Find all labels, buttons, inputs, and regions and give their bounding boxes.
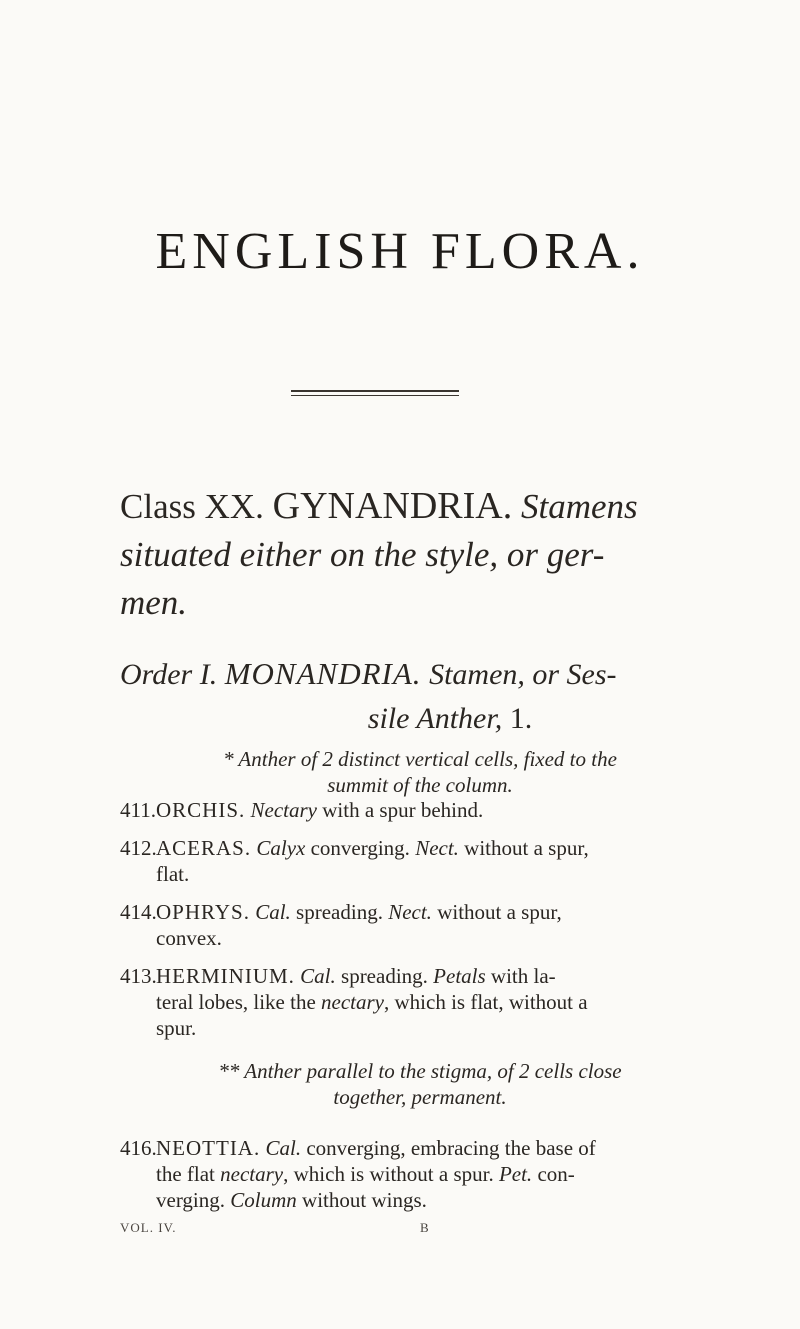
class-desc-line2: situated either on the style, or ger- bbox=[120, 535, 605, 574]
order-count: 1. bbox=[509, 702, 533, 735]
class-desc-line1: Stamens bbox=[521, 487, 638, 526]
entry-continuation: convex. bbox=[156, 926, 222, 950]
genus-entry-ophrys bbox=[120, 899, 680, 951]
rule-thin-line bbox=[291, 395, 459, 396]
entry-text: with a spur behind. bbox=[317, 798, 484, 822]
section1-line1: * Anther of 2 distinct vertical cells, fixed to the bbox=[223, 747, 617, 771]
term: Column bbox=[230, 1188, 297, 1212]
entry-text: , which is flat, without a bbox=[384, 990, 588, 1014]
genus-name: ORCHIS. bbox=[156, 798, 246, 822]
genus-entry-neottia bbox=[120, 1135, 680, 1213]
entry-continuation-2: spur. bbox=[156, 1016, 197, 1040]
volume-label: VOL. IV. bbox=[120, 1220, 177, 1235]
genus-name: HERMINIUM. bbox=[156, 964, 295, 988]
entry-continuation-2 bbox=[120, 1187, 680, 1213]
entry-text: verging. bbox=[156, 1188, 231, 1212]
entry-continuation bbox=[120, 989, 680, 1015]
order-heading bbox=[120, 652, 720, 741]
class-desc-line3: men. bbox=[120, 583, 188, 622]
term: Nectary bbox=[250, 798, 318, 822]
entry-text: without a spur, bbox=[431, 900, 562, 924]
entry-number: 412. bbox=[120, 836, 157, 860]
entry-continuation bbox=[120, 1161, 680, 1187]
entry-number: 411. bbox=[120, 798, 156, 822]
genus-entry-aceras bbox=[120, 835, 680, 887]
class-prefix: Class XX. bbox=[120, 487, 264, 526]
order-prefix: Order I. bbox=[120, 658, 218, 691]
entry-text: the flat bbox=[156, 1162, 221, 1186]
section2-line2: together, permanent. bbox=[333, 1085, 507, 1109]
entry-number: 414. bbox=[120, 900, 157, 924]
signature-mark: B bbox=[420, 1220, 430, 1235]
section-heading-double-star bbox=[120, 1058, 720, 1110]
term: nectary bbox=[321, 990, 385, 1014]
term: Cal. bbox=[255, 900, 291, 924]
term: Petals bbox=[433, 964, 486, 988]
section2-line1: ** Anther parallel to the stigma, of 2 cells close bbox=[218, 1059, 622, 1083]
entry-text: spreading. bbox=[290, 900, 389, 924]
section1-line2: summit of the column. bbox=[327, 773, 513, 797]
entry-number: 413. bbox=[120, 964, 157, 988]
class-name: GYNANDRIA. bbox=[272, 485, 513, 527]
term: Calyx bbox=[256, 836, 306, 860]
term: nectary bbox=[220, 1162, 284, 1186]
page-title: ENGLISH FLORA. bbox=[155, 223, 645, 280]
entry-text: spreading. bbox=[335, 964, 434, 988]
order-name: MONANDRIA. bbox=[224, 656, 422, 691]
entry-continuation: flat. bbox=[156, 862, 190, 886]
term: Nect. bbox=[415, 836, 459, 860]
order-desc-line1: Stamen, or Ses- bbox=[429, 658, 617, 691]
genus-name: ACERAS. bbox=[156, 836, 252, 860]
entry-text: with la- bbox=[485, 964, 556, 988]
term: Pet. bbox=[498, 1162, 533, 1186]
term: Nect. bbox=[388, 900, 432, 924]
genus-entry-herminium bbox=[120, 963, 680, 1041]
entry-text: without wings. bbox=[296, 1188, 427, 1212]
entry-text: converging, embracing the base of bbox=[301, 1136, 596, 1160]
entry-text: without a spur, bbox=[458, 836, 589, 860]
entry-text: teral lobes, like the bbox=[156, 990, 322, 1014]
term: Cal. bbox=[265, 1136, 302, 1160]
genus-name: NEOTTIA. bbox=[156, 1136, 261, 1160]
entry-text: con- bbox=[532, 1162, 575, 1186]
title-divider-rule bbox=[291, 390, 459, 397]
page-footer bbox=[120, 1220, 680, 1236]
order-desc-line2: sile Anther, bbox=[367, 702, 503, 735]
entry-text: , which is without a spur. bbox=[283, 1162, 499, 1186]
entry-number: 416. bbox=[120, 1136, 157, 1160]
genus-entry-orchis bbox=[120, 797, 680, 823]
term: Cal. bbox=[300, 964, 336, 988]
class-heading bbox=[120, 482, 720, 627]
genus-name: OPHRYS. bbox=[156, 900, 250, 924]
section-heading-single-star bbox=[120, 746, 720, 798]
entry-text: converging. bbox=[305, 836, 416, 860]
rule-thick-line bbox=[291, 390, 459, 392]
order-desc-line2-wrap bbox=[120, 697, 720, 741]
